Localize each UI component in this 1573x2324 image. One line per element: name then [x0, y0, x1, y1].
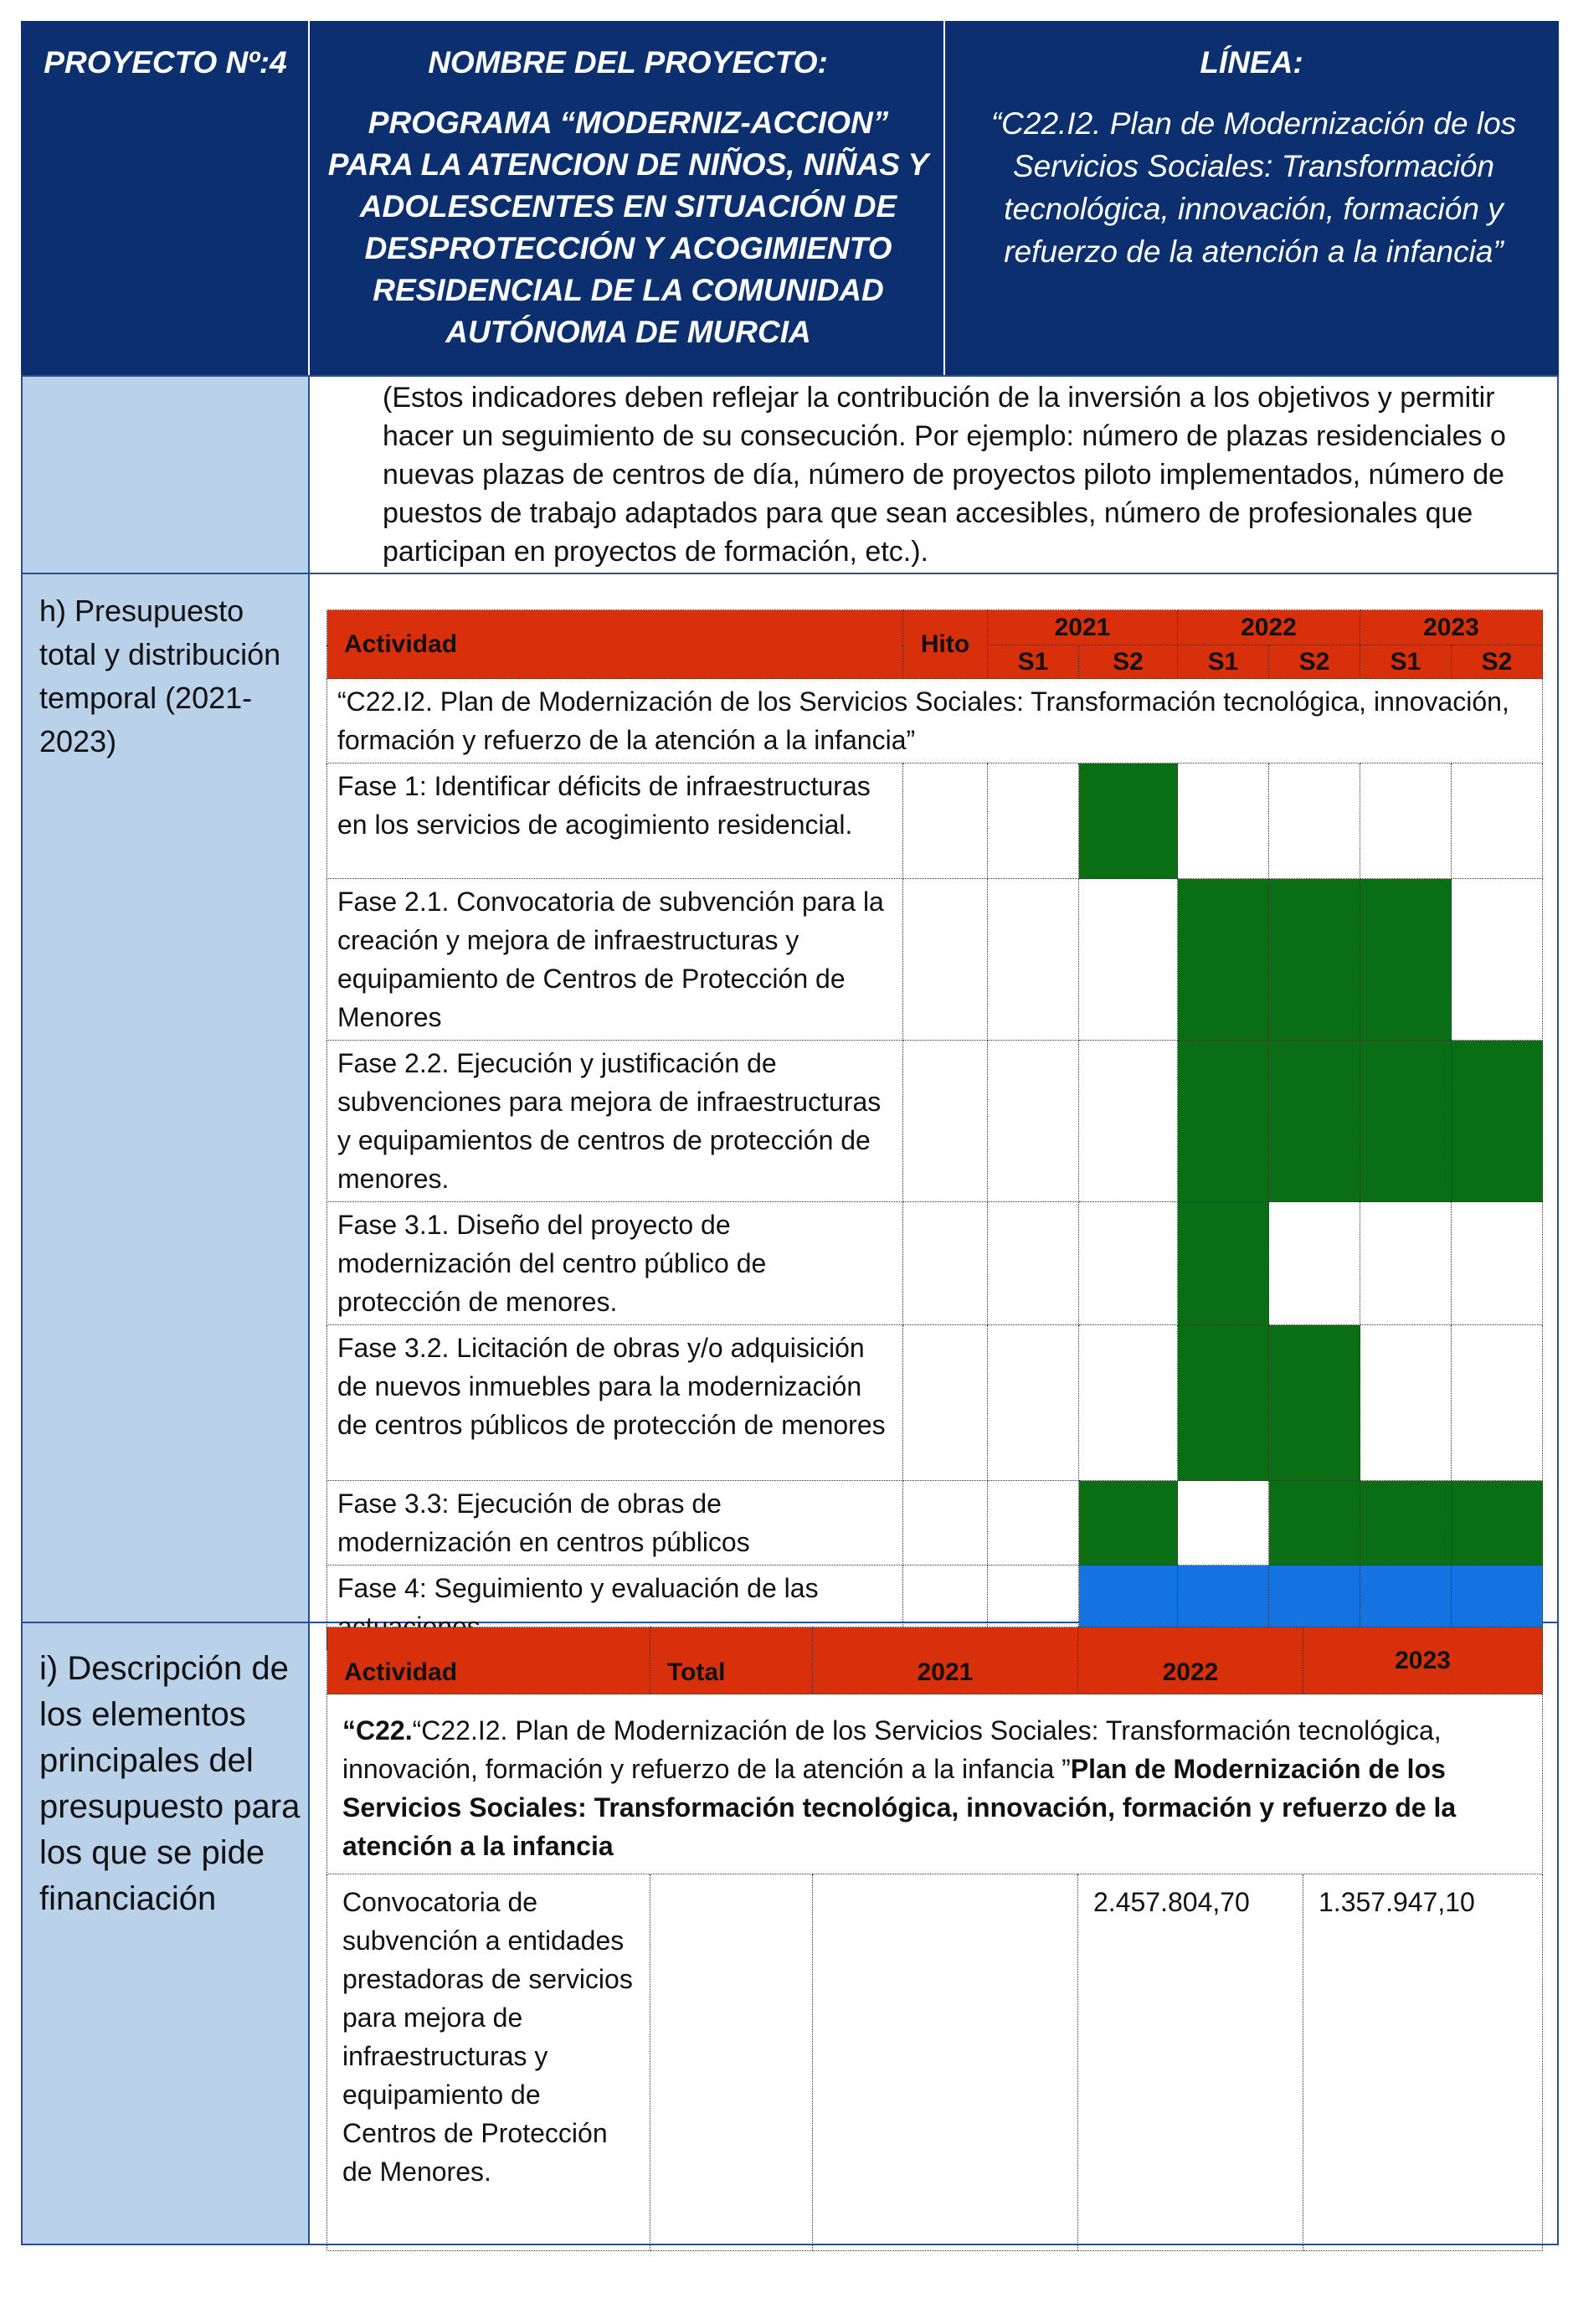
gantt-table — [326, 609, 1543, 1650]
gantt-empty-cell — [1452, 879, 1543, 1041]
gantt-activity-cell: Fase 3.1. Diseño del proyecto de modernización del centro público de protección de menores. — [327, 1202, 903, 1325]
gantt-activity-cell: Fase 3.2. Licitación de obras y/o adquisición de nuevos inmuebles para la modernización de centros públicos de protección de menores — [327, 1325, 903, 1481]
gantt-active-period-cell — [1079, 1481, 1178, 1566]
gantt-empty-cell — [1178, 1481, 1269, 1566]
budget-title-bold-prefix: “C22. — [342, 1715, 413, 1746]
budget-col-2022: 2022 — [1078, 1627, 1303, 1694]
budget-row — [327, 1874, 1543, 2251]
project-name-value: PROGRAMA “MODERNIZ-ACCION” PARA LA ATENCION DE NIÑOS, NIÑAS Y ADOLESCENTES EN SITUACIÓN DE DESPROTECCIÓN Y ACOGIMIENTO RESIDENCIAL DE LA COMUNIDAD AUTÓNOMA DE MURCIA — [327, 105, 929, 349]
gantt-empty-cell — [903, 1041, 988, 1202]
gantt-row — [327, 1325, 1543, 1481]
gantt-empty-cell — [1178, 764, 1269, 879]
section-h-label: h) Presupuesto total y distribución temporal (2021-2023) — [39, 594, 281, 758]
gantt-active-period-cell — [1452, 1041, 1543, 1202]
gantt-empty-cell — [988, 1481, 1079, 1566]
budget-title-normal: “C22.I2. Plan de Modernización de los Servicios Sociales: Transformación tecnológica, innovación, formación y refuerzo de la atención a la infancia ” — [342, 1715, 1442, 1784]
column-divider — [308, 375, 310, 2245]
line-label: LÍNEA: — [1200, 45, 1303, 80]
budget-col-activity: Actividad — [327, 1627, 650, 1694]
gantt-empty-cell — [903, 1325, 988, 1481]
col-header-semester: S2 — [1269, 645, 1360, 679]
col-header-semester: S2 — [1452, 645, 1543, 679]
budget-title-bold-suffix: Plan de Modernización de los Servicios Sociales: Transformación tecnológica, innovación, formación y refuerzo de la atención a la infancia — [342, 1754, 1457, 1861]
col-header-year-2023: 2023 — [1360, 610, 1543, 645]
col-header-year-2022: 2022 — [1178, 610, 1360, 645]
gantt-active-period-cell — [1360, 879, 1452, 1041]
gantt-empty-cell — [903, 764, 988, 879]
gantt-empty-cell — [1452, 1202, 1543, 1325]
header-divider-1 — [308, 21, 310, 375]
gantt-activity-cell: Fase 4: Seguimiento y evaluación de las — [327, 1566, 903, 1650]
gantt-activity-cell: Fase 1: Identificar déficits de infraestructuras en los servicios de acogimiento residencial. — [327, 764, 903, 879]
section-i-label: i) Descripción de los elementos principales del presupuesto para los que se pide financiación — [39, 1650, 301, 1917]
gantt-empty-cell — [1452, 764, 1543, 879]
project-name-label: NOMBRE DEL PROYECTO: — [428, 45, 828, 80]
indicators-note: (Estos indicadores deben reflejar la contribución de la inversión a los objetivos y permitir hacer un seguimiento de su consecución. Por ejemplo: número de plazas residenciales o nuevas plazas de centros de día, número de proyectos piloto implementados, número de puestos de trabajo adaptados para que sean accesibles, número de profesionales que participan en proyectos de formación, etc.). — [383, 382, 1506, 568]
gantt-empty-cell — [1360, 764, 1452, 879]
col-header-activity: Actividad — [327, 610, 903, 679]
gantt-activity-cell: Fase 2.2. Ejecución y justificación de subvenciones para mejora de infraestructuras y equipamientos de centros de protección de menores. — [327, 1041, 903, 1202]
gantt-active-period-cell — [1178, 879, 1269, 1041]
gantt-activity-cell: Fase 3.3: Ejecución de obras de modernización en centros públicos — [327, 1481, 903, 1566]
gantt-row — [327, 764, 1543, 879]
budget-row-total — [650, 1874, 813, 2251]
gantt-row — [327, 1481, 1543, 1566]
gantt-active-period-cell — [1360, 1481, 1452, 1566]
gantt-empty-cell — [903, 879, 988, 1041]
budget-row-2021 — [813, 1874, 1078, 2251]
budget-col-2021: 2021 — [813, 1627, 1078, 1694]
gantt-active-period-cell — [1360, 1041, 1452, 1202]
col-header-semester: S1 — [1178, 645, 1269, 679]
gantt-empty-cell — [988, 1041, 1079, 1202]
line-value: “C22.I2. Plan de Modernización de los Servicios Sociales: Transformación tecnológica, innovación, formación y refuerzo de la atención a la infancia” — [990, 106, 1517, 269]
gantt-empty-cell — [1079, 879, 1178, 1041]
gantt-active-period-cell — [1178, 1041, 1269, 1202]
budget-col-total: Total — [650, 1627, 813, 1694]
gantt-empty-cell — [1079, 1325, 1178, 1481]
budget-table — [326, 1627, 1543, 2251]
budget-row-activity: Convocatoria de subvención a entidades prestadoras de servicios para mejora de infraestructuras y equipamiento de Centros de Protección de Menores. — [327, 1874, 650, 2251]
budget-row-2022: 2.457.804,70 — [1078, 1874, 1303, 2251]
col-header-milestone: Hito — [903, 610, 988, 679]
gantt-activity-cell: Fase 2.1. Convocatoria de subvención para la creación y mejora de infraestructuras y equipamiento de Centros de Protección de Menores — [327, 879, 903, 1041]
gantt-empty-cell — [1360, 1202, 1452, 1325]
gantt-empty-cell — [1452, 1325, 1543, 1481]
gantt-row — [327, 1041, 1543, 1202]
budget-col-2023: 2023 — [1303, 1627, 1543, 1694]
gantt-empty-cell — [1269, 1202, 1360, 1325]
gantt-title-row: “C22.I2. Plan de Modernización de los Servicios Sociales: Transformación tecnológica, innovación, formación y refuerzo de la atención a la infancia” — [327, 679, 1543, 764]
gantt-active-period-cell — [1452, 1481, 1543, 1566]
col-header-semester: S1 — [988, 645, 1079, 679]
gantt-active-period-cell — [1178, 1325, 1269, 1481]
gantt-active-period-cell — [1269, 1481, 1360, 1566]
gantt-active-period-cell — [1178, 1202, 1269, 1325]
gantt-empty-cell — [988, 1325, 1079, 1481]
gantt-active-period-cell — [1269, 1325, 1360, 1481]
gantt-empty-cell — [1079, 1202, 1178, 1325]
project-number: PROYECTO Nº:4 — [44, 45, 287, 80]
header-divider-2 — [943, 21, 945, 375]
gantt-empty-cell — [988, 879, 1079, 1041]
gantt-active-period-cell — [1269, 1041, 1360, 1202]
col-header-semester: S2 — [1079, 645, 1178, 679]
budget-row-2023: 1.357.947,10 — [1303, 1874, 1543, 2251]
gantt-empty-cell — [1079, 1041, 1178, 1202]
gantt-empty-cell — [988, 764, 1079, 879]
budget-title-row — [327, 1694, 1543, 1874]
gantt-empty-cell — [903, 1202, 988, 1325]
row-divider-1 — [21, 573, 1559, 574]
gantt-empty-cell — [988, 1202, 1079, 1325]
gantt-active-period-cell — [1269, 879, 1360, 1041]
col-header-semester: S1 — [1360, 645, 1452, 679]
gantt-empty-cell — [1360, 1325, 1452, 1481]
gantt-active-period-cell — [1079, 764, 1178, 879]
col-header-year-2021: 2021 — [988, 610, 1178, 645]
gantt-empty-cell — [903, 1481, 988, 1566]
gantt-empty-cell — [1269, 764, 1360, 879]
gantt-row — [327, 879, 1543, 1041]
gantt-row — [327, 1202, 1543, 1325]
